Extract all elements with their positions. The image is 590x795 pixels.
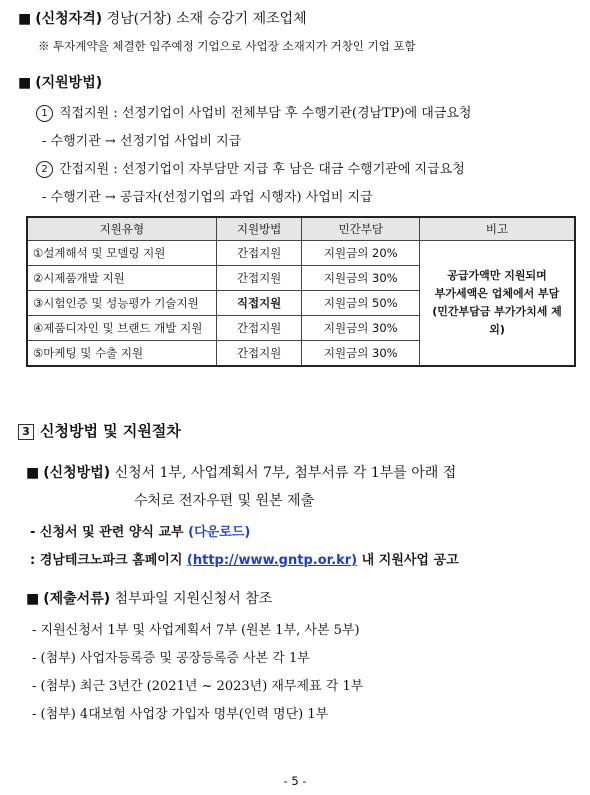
docs-heading — [26, 588, 272, 608]
cell-method: 간접지원 — [216, 241, 302, 266]
apply-distribution — [30, 521, 250, 540]
table-row — [27, 241, 575, 266]
docs-item: - (첨부) 4대보험 사업장 가입자 명부(인력 명단) 1부 — [32, 707, 329, 722]
cell-method: 간접지원 — [216, 341, 302, 367]
square-bullet-icon: ■ — [18, 11, 32, 27]
eligibility-heading — [18, 8, 307, 28]
docs-label: (제출서류) — [43, 591, 111, 607]
apply-label: (신청방법) — [43, 465, 111, 481]
section-3-title: 신청방법 및 지원절차 — [40, 422, 181, 440]
cell-method: 간접지원 — [216, 266, 302, 291]
cell-burden: 지원금의 20% — [302, 241, 420, 266]
docs-item: - (첨부) 사업자등록증 및 공장등록증 사본 각 1부 — [32, 651, 310, 666]
apply-site — [30, 549, 459, 568]
cell-method: 직접지원 — [216, 291, 302, 316]
website-link[interactable]: (http://www.gntp.or.kr) — [186, 553, 358, 568]
apply-text-1: 신청서 1부, 사업계획서 7부, 첨부서류 각 1부를 아래 접 — [114, 465, 457, 481]
cell-remark — [420, 241, 575, 367]
docs-text: 첨부파일 지원신청서 참조 — [114, 591, 273, 607]
square-bullet-icon: ■ — [26, 465, 40, 481]
header-burden: 민간부담 — [302, 217, 420, 241]
square-bullet-icon: ■ — [18, 75, 32, 91]
docs-item: - 지원신청서 1부 및 사업계획서 7부 (원본 1부, 사본 5부) — [32, 623, 360, 638]
method-item-text: 직접지원 : 선정기업이 사업비 전체부담 후 수행기관(경남TP)에 대금요청 — [59, 106, 472, 121]
remark-line: 공급가액만 지원되며 — [447, 269, 547, 282]
download-link[interactable]: (다운로드) — [188, 525, 251, 540]
cell-type: ④제품디자인 및 브랜드 개발 지원 — [27, 316, 216, 341]
cell-burden: 지원금의 30% — [302, 266, 420, 291]
header-type: 지원유형 — [27, 217, 216, 241]
cell-burden: 지원금의 30% — [302, 341, 420, 367]
cell-method: 간접지원 — [216, 316, 302, 341]
section-3-heading — [18, 420, 181, 441]
method-heading — [18, 72, 102, 92]
method-item-1 — [36, 102, 472, 122]
method-item-2 — [36, 158, 465, 178]
header-method: 지원방법 — [216, 217, 302, 241]
page-number: - 5 - — [283, 774, 307, 788]
square-bullet-icon: ■ — [26, 591, 40, 607]
header-remark: 비고 — [420, 217, 575, 241]
circled-number-icon: 2 — [36, 161, 53, 178]
method-sub-1: - 수행기관 → 선정기업 사업비 지급 — [42, 134, 242, 149]
site-prefix: : 경남테크노파크 홈페이지 — [30, 553, 183, 568]
cell-burden: 지원금의 50% — [302, 291, 420, 316]
method-sub-2: - 수행기관 → 공급자(선정기업의 과업 시행자) 사업비 지급 — [42, 190, 373, 205]
method-label: (지원방법) — [35, 75, 103, 91]
section-number-box: 3 — [18, 424, 34, 440]
cell-type: ①설계해석 및 모델링 지원 — [27, 241, 216, 266]
eligibility-text: 경남(거창) 소재 승강기 제조업체 — [106, 11, 307, 27]
cell-type: ②시제품개발 지원 — [27, 266, 216, 291]
site-suffix: 내 지원사업 공고 — [361, 553, 459, 568]
eligibility-note: ※ 투자계약을 체결한 입주예정 기업으로 사업장 소재지가 거창인 기업 포함 — [38, 39, 416, 53]
eligibility-label: (신청자격) — [35, 11, 103, 27]
method-item-text: 간접지원 : 선정기업이 자부담만 지급 후 남은 대금 수행기관에 지급요청 — [59, 162, 465, 177]
circled-number-icon: 1 — [36, 105, 53, 122]
remark-line: (민간부담금 부가가치세 제외) — [432, 305, 562, 336]
cell-burden: 지원금의 30% — [302, 316, 420, 341]
distribution-text: - 신청서 및 관련 양식 교부 — [30, 525, 184, 540]
cell-type: ③시험인증 및 성능평가 기술지원 — [27, 291, 216, 316]
support-table — [26, 216, 576, 367]
remark-line: 부가세액은 업체에서 부담 — [434, 287, 560, 300]
docs-item: - (첨부) 최근 3년간 (2021년 ~ 2023년) 재무제표 각 1부 — [32, 679, 364, 694]
cell-type: ⑤마케팅 및 수출 지원 — [27, 341, 216, 367]
table-header-row — [27, 217, 575, 241]
apply-heading — [26, 462, 456, 482]
apply-text-2: 수처로 전자우편 및 원본 제출 — [134, 493, 315, 509]
